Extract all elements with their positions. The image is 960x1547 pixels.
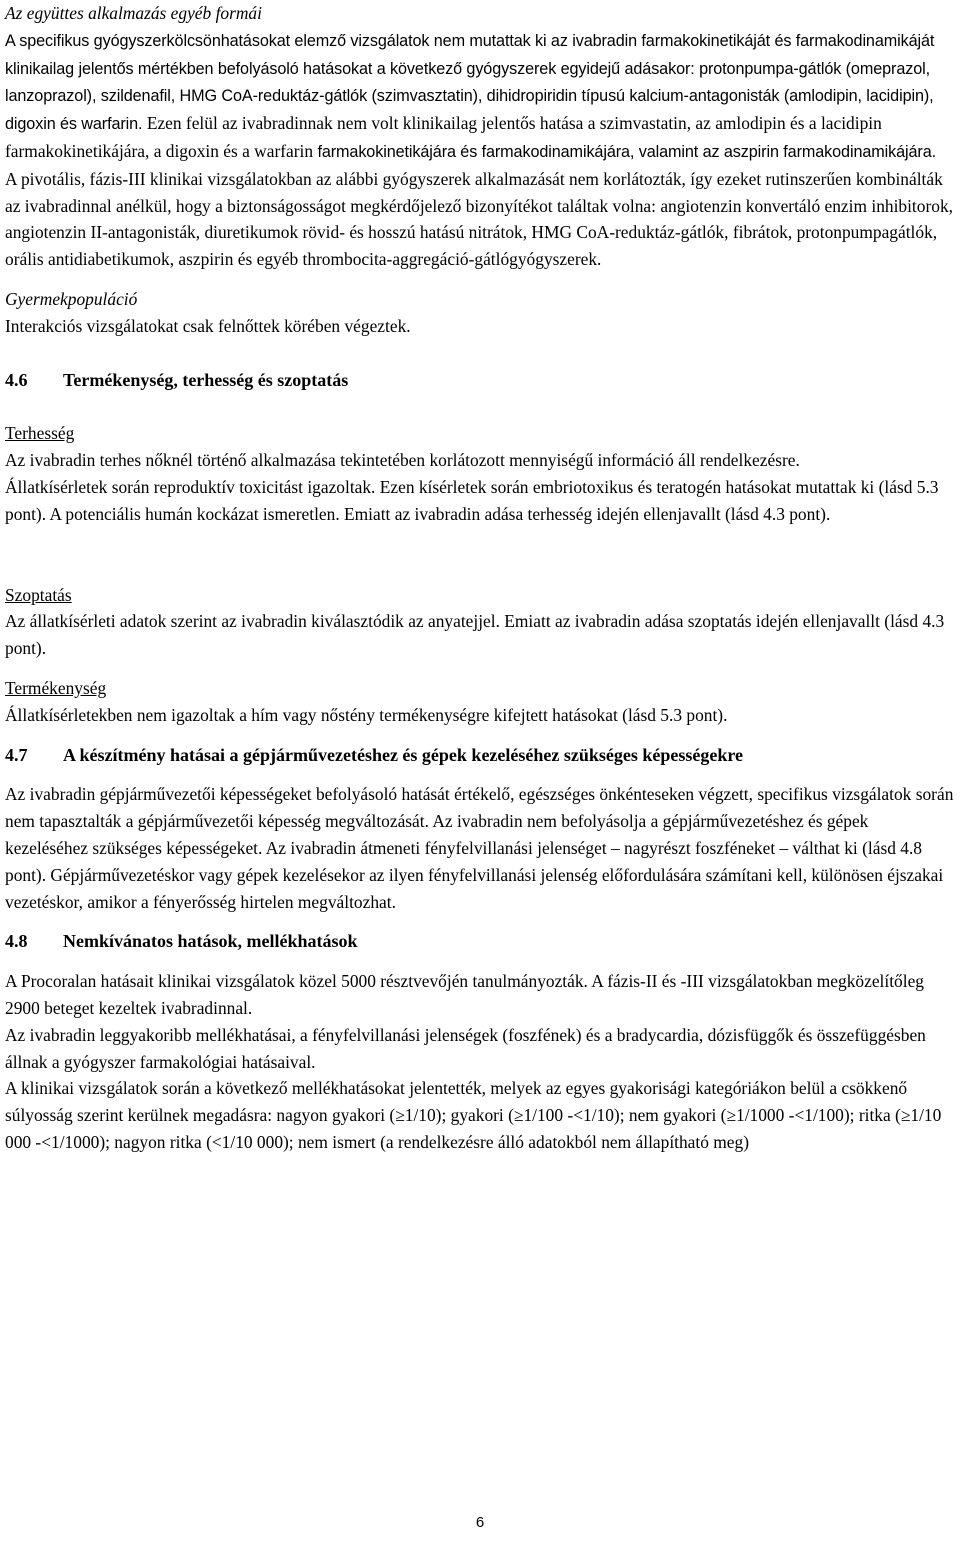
paragraph-fertility: Állatkísérletekben nem igazoltak a hím vagy nőstény termékenységre kifejtett hatásokat (lásd 5.3 pont). [5,704,728,725]
document-page [5,0,955,1156]
heading-title: Termékenység, terhesség és szoptatás [63,369,349,390]
heading-number: 4.8 [5,931,28,952]
heading-number: 4.7 [5,744,28,765]
paragraph-pregnancy-animal: Állatkísérletek során reproduktív toxicitást igazoltak. Ezen kísérletek során embriotoxikus és teratogén hatásokat mutattak ki (lásd 5.3 pont). A potenciális humán kockázat ismeretlen. Emiatt az ivabradin adása terhesség idején ellenjavallt (lásd 4.3 pont). [5,476,939,524]
page-number: 6 [475,1514,485,1531]
subsection-title-breastfeeding: Szoptatás [5,584,72,605]
section-title-pediatric: Gyermekpopuláció [5,288,138,309]
paragraph-frequency-categories: A klinikai vizsgálatok során a következő mellékhatásokat jelentették, melyek az egyes gyakorisági kategóriákon belül a csökkenő súlyosság szerint kerülnek megadásra: nagyon gyakori (≥1/10); gyakori (≥1/100 -<1/10); nem gyakori (≥1/1000 -<1/100); ritka (≥1/10 000 -<1/1000); nagyon ritka (<1/10 000); nem ismert (a rendelkezésre álló adatokból nem állapítható meg) [5,1078,942,1152]
paragraph-pregnancy-info: Az ivabradin terhes nőknél történő alkalmazása tekintetében korlátozott mennyiségű információ áll rendelkezésre. [5,450,800,471]
paragraph-interaction-studies [5,27,955,166]
heading-4-7 [5,742,955,769]
paragraph-sans-tail: farmakokinetikájára és farmakodinamikájára, valamint az aszpirin farmakodinamikájára. [317,142,937,161]
section-title-other-interactions: Az együttes alkalmazás egyéb formái [5,3,262,23]
paragraph-pediatric: Interakciós vizsgálatokat csak felnőttek körében végeztek. [5,315,411,336]
paragraph-breastfeeding: Az állatkísérleti adatok szerint az ivabradin kiválasztódik az anyatejjel. Emiatt az ivabradin adása szoptatás idején ellenjavallt (lásd 4.3 pont). [5,611,945,659]
paragraph-common-side-effects: Az ivabradin leggyakoribb mellékhatásai, a fényfelvillanási jelenségek (foszfének) és a bradycardia, dózisfüggők és összefüggésben állnak a gyógyszer farmakológiai hatásaival. [5,1024,926,1072]
paragraph-serif-part: Ezen felül az ivabradinnak nem volt klinikailag jelentős hatása a szimvastatin, az amlodipin és a lacidipin farmakokinetikájára, a digoxin és a warfarin [5,113,882,161]
subsection-title-pregnancy: Terhesség [5,423,75,444]
subsection-title-fertility: Termékenység [5,677,107,698]
heading-4-6 [5,367,955,394]
heading-title: Nemkívánatos hatások, mellékhatások [63,931,358,952]
heading-4-8 [5,928,955,955]
paragraph-pivotal-studies: A pivotális, fázis-III klinikai vizsgálatokban az alábbi gyógyszerek alkalmazását nem korlátozták, így ezeket rutinszerűen kombinálták az ivabradinnal anélkül, hogy a biztonságosságot megkérdőjelező bizonyítékot találtak volna: angiotenzin konvertáló enzim inhibitorok, angiotenzin II-antagonisták, diuretikumok rövid- és hosszú hatású nitrátok, HMG CoA-reduktáz-gátlók, fibrátok, protonpumpagátlók, orális antidiabetikumok, aszpirin és egyéb thrombocita-aggregáció-gátlógyógyszerek. [5,168,953,270]
paragraph-clinical-trials: A Procoralan hatásait klinikai vizsgálatok közel 5000 résztvevőjén tanulmányozták. A fázis-II és -III vizsgálatokban megközelítőleg 2900 beteget kezeltek ivabradinnal. [5,971,924,1018]
heading-title: A készítmény hatásai a gépjárművezetéshez és gépek kezeléséhez szükséges képességekre [63,744,744,765]
heading-number: 4.6 [5,369,28,390]
paragraph-driving: Az ivabradin gépjárművezetői képességeket befolyásoló hatását értékelő, egészséges önkénteseken végzett, specifikus vizsgálatok során nem tapasztalták a gépjárművezetői képesség megváltozását. Az ivabradin nem befolyásolja a gépjárművezetéshez és gépek kezeléséhez szükséges képességeket. Az ivabradin átmeneti fényfelvillanási jelenséget – nagyrészt foszféneket – válthat ki (lásd 4.8 pont). Gépjárművezetéskor vagy gépek kezelésekor az ilyen fényfelvillanási jelenség előfordulására számítani kell, különösen éjszakai vezetéskor, amikor a fényerősség hirtelen megváltozhat. [5,784,954,912]
paragraph-sans-part: A specifikus gyógyszerkölcsönhatásokat elemző vizsgálatok nem mutattak ki az ivabradin farmakokinetikáját és farmakodinamikáját klinikailag jelentős mértékben befolyásoló hatásokat a következő gyógyszerek egyidejű adásakor: protonpumpa-gátlók (omeprazol, lanzoprazol), szildenafil, HMG CoA-reduktáz-gátlók (szimvasztatin), dihidropiridin típusú kalcium-antagonisták (amlodipin, lacidipin), digoxin és warfarin. [5,31,935,134]
